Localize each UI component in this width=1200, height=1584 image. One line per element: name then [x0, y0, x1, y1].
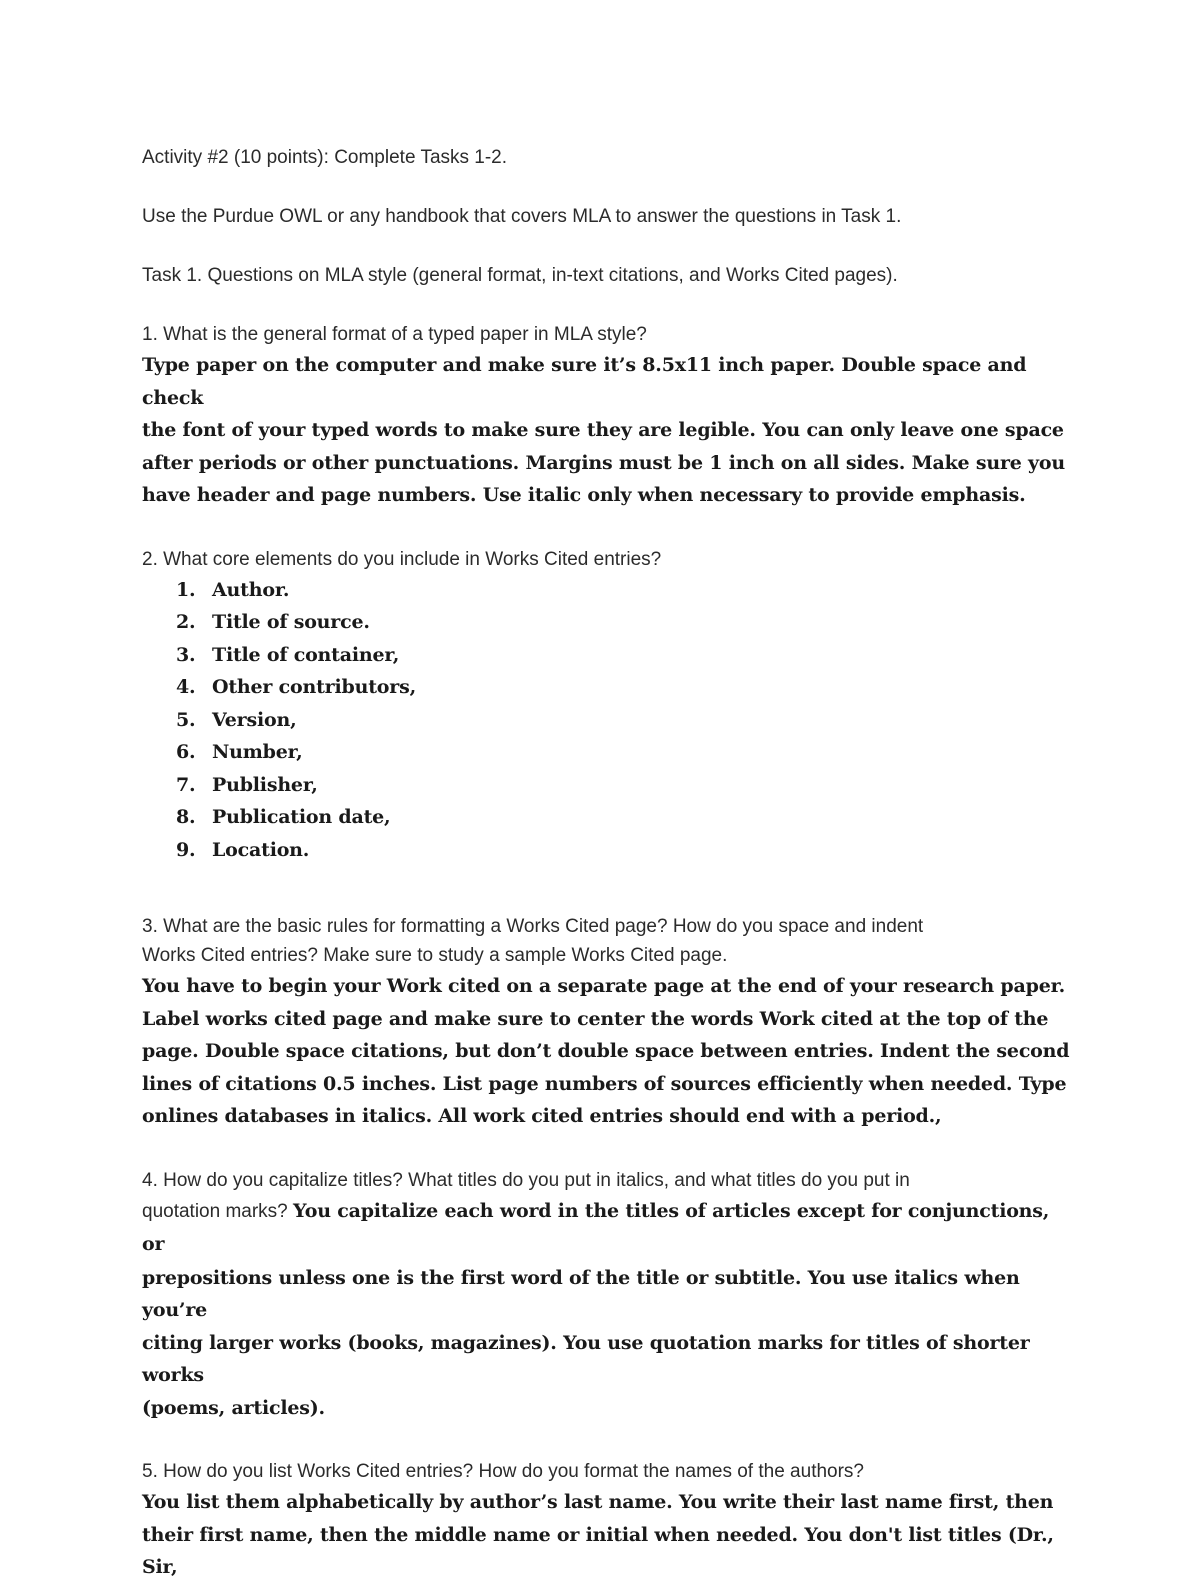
list-number: 9.	[176, 838, 196, 861]
list-item	[176, 769, 1072, 802]
list-item-text: Author.	[212, 578, 290, 601]
list-item-text: Number,	[212, 741, 303, 763]
list-item	[176, 801, 1072, 834]
list-item	[176, 606, 1072, 639]
question-5	[142, 1457, 1072, 1584]
list-item-text: Location.	[212, 838, 310, 861]
question-1	[142, 320, 1072, 512]
list-item-text: Title of source.	[212, 611, 370, 633]
list-item	[176, 671, 1072, 704]
answer-line: prepositions unless one is the first word of the title or subtitle. You use italics when you’re	[142, 1266, 1020, 1321]
answer-line: after periods or other punctuations. Margins must be 1 inch on all sides. Make sure you	[142, 451, 1065, 474]
core-elements-list	[142, 574, 1072, 867]
list-number: 3.	[176, 643, 196, 666]
list-item-text: Other contributors,	[212, 676, 416, 698]
list-item	[176, 736, 1072, 769]
list-item	[176, 639, 1072, 672]
question-1-answer	[142, 349, 1072, 512]
question-5-text: 5. How do you list Works Cited entries? How do you format the names of the authors?	[142, 1461, 864, 1482]
answer-line: their first name, then the middle name or initial when needed. You don't list titles (Dr., Sir,	[142, 1523, 1054, 1578]
answer-line: lines of citations 0.5 inches. List page numbers of sources efficiently when needed. Type	[142, 1072, 1067, 1095]
question-4	[142, 1166, 1072, 1425]
list-number: 2.	[176, 611, 196, 633]
list-number: 6.	[176, 741, 196, 763]
list-item-text: Publisher,	[212, 773, 318, 796]
question-2	[142, 545, 1072, 867]
question-4-text: 4. How do you capitalize titles? What titles do you put in italics, and what titles do you put in	[142, 1169, 910, 1191]
question-3-answer	[142, 970, 1072, 1133]
answer-line: Label works cited page and make sure to center the words Work cited at the top of the	[142, 1007, 1049, 1030]
answer-line: page. Double space citations, but don’t double space between entries. Indent the second	[142, 1040, 1070, 1062]
list-item	[176, 704, 1072, 737]
instructions-text: Use the Purdue OWL or any handbook that covers MLA to answer the questions in Task 1.	[142, 206, 902, 227]
question-3-text: 3. What are the basic rules for formatting a Works Cited page? How do you space and indent	[142, 916, 924, 937]
list-item-text: Publication date,	[212, 806, 391, 828]
document-page	[142, 143, 1072, 1584]
list-number: 8.	[176, 806, 196, 828]
answer-line: You list them alphabetically by author’s last name. You write their last name first, then	[142, 1491, 1054, 1513]
task1-heading: Task 1. Questions on MLA style (general format, in-text citations, and Works Cited pages).	[142, 265, 898, 286]
question-4-answer	[142, 1262, 1072, 1425]
answer-line: onlines databases in italics. All work cited entries should end with a period.,	[142, 1105, 942, 1127]
question-3	[142, 912, 1072, 1133]
answer-line: have header and page numbers. Use italic only when necessary to provide emphasis.	[142, 484, 1026, 506]
question-5-answer	[142, 1486, 1072, 1584]
list-number: 4.	[176, 676, 196, 698]
answer-line: You have to begin your Work cited on a separate page at the end of your research paper.	[142, 975, 1066, 997]
activity-title: Activity #2 (10 points): Complete Tasks 1-2.	[142, 147, 508, 168]
question-1-text: 1. What is the general format of a typed paper in MLA style?	[142, 324, 647, 345]
answer-line: the font of your typed words to make sure they are legible. You can only leave one space	[142, 419, 1064, 441]
list-number: 1.	[176, 578, 196, 601]
list-item	[176, 834, 1072, 867]
question-3-text: Works Cited entries? Make sure to study a sample Works Cited page.	[142, 945, 728, 966]
answer-line: citing larger works (books, magazines). You use quotation marks for titles of shorter works	[142, 1331, 1030, 1386]
list-number: 5.	[176, 708, 196, 731]
question-2-text: 2. What core elements do you include in Works Cited entries?	[142, 548, 662, 570]
list-item-text: Version,	[212, 708, 297, 731]
list-item-text: Title of container,	[212, 643, 400, 666]
answer-line: Type paper on the computer and make sure it’s 8.5x11 inch paper. Double space and check	[142, 354, 1027, 409]
list-number: 7.	[176, 773, 196, 796]
question-4-mixed-line	[142, 1195, 1072, 1262]
list-item	[176, 574, 1072, 607]
answer-line: (poems, articles).	[142, 1396, 325, 1419]
question-4-text: quotation marks?	[142, 1200, 288, 1222]
answer-line: You capitalize each word in the titles of articles except for conjunctions, or	[142, 1199, 1050, 1255]
